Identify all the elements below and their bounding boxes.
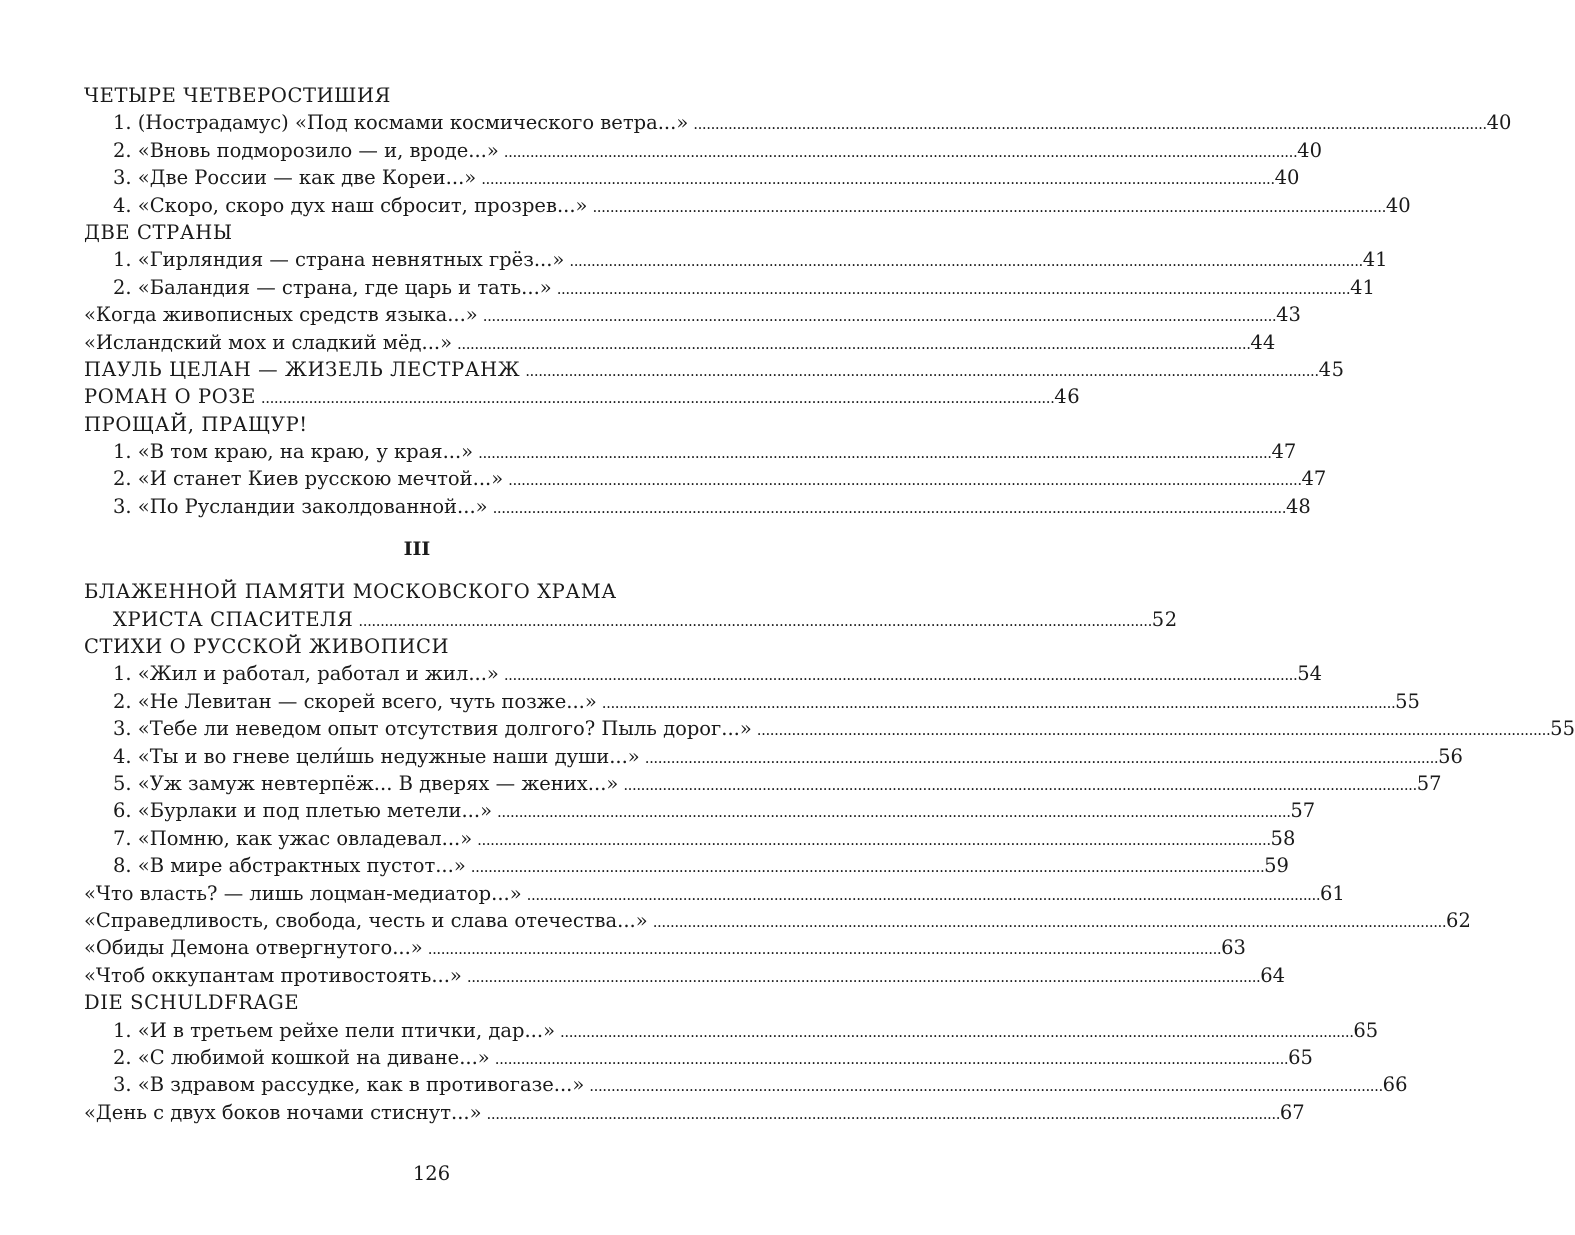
toc-entry-title: 3. «Тебе ли неведом опыт отсутствия долгого? Пыль дорог...»: [113, 717, 752, 741]
toc-entry-page: 52: [1151, 607, 1178, 631]
toc-entry-page: 62: [1446, 908, 1471, 932]
toc-entry-title: «Исландский мох и сладкий мёд...»: [84, 330, 453, 354]
toc-entry[interactable]: [84, 164, 1300, 191]
toc-entry-page: 45: [1318, 357, 1345, 381]
toc-entry-page: 46: [1054, 385, 1081, 409]
dot-leader: [483, 303, 1274, 330]
dot-leader: [504, 662, 1295, 689]
toc-entry-page: 63: [1221, 936, 1246, 960]
toc-entry-page: 65: [1288, 1045, 1313, 1069]
toc-entry-title: 4. «Скоро, скоро дух наш сбросит, прозрев...»: [113, 193, 588, 217]
toc-entry-page: 59: [1264, 854, 1289, 878]
table-of-contents: [84, 82, 1575, 1126]
dot-leader: [653, 909, 1444, 936]
dot-leader: [693, 111, 1484, 138]
dot-leader: [358, 608, 1149, 635]
toc-entry-title: 3. «Две России — как две Кореи...»: [113, 166, 477, 190]
dot-leader: [504, 139, 1295, 166]
toc-entry-page: 43: [1276, 303, 1301, 327]
toc-entry-title: «Обиды Демона отвергнутого...»: [84, 936, 423, 960]
toc-entry-page: 47: [1301, 467, 1327, 491]
section-heading: III: [403, 538, 431, 561]
dot-leader: [493, 495, 1284, 522]
toc-entry-page: 55: [1395, 689, 1420, 713]
toc-entry[interactable]: [84, 192, 1411, 219]
dot-leader: [527, 882, 1318, 909]
toc-entry-title: 2. «Баландия — страна, где царь и тать...»: [113, 275, 552, 299]
toc-heading: СТИХИ О РУССКОЙ ЖИВОПИСИ: [84, 635, 450, 659]
toc-entry-title: 4. «Ты и во гневе цели́шь недужные наши души...»: [113, 744, 640, 768]
toc-entry[interactable]: [84, 1044, 1313, 1071]
toc-entry-page: 40: [1385, 193, 1411, 217]
dot-leader: [261, 385, 1052, 412]
toc-entry[interactable]: [84, 1017, 1379, 1044]
toc-entry-title: «Что власть? — лишь лоцман-медиатор...»: [84, 881, 522, 905]
toc-entry-title: 2. «Не Левитан — скорей всего, чуть позже...»: [113, 689, 597, 713]
dot-leader: [645, 745, 1436, 772]
toc-entry-page: 54: [1297, 662, 1323, 686]
toc-entry-title: 6. «Бурлаки и под плетью метели...»: [113, 799, 493, 823]
toc-entry-page: 41: [1362, 248, 1388, 272]
toc-entry-page: 67: [1279, 1100, 1305, 1124]
dot-leader: [481, 166, 1272, 193]
toc-entry-title: 1. (Нострадамус) «Под космами космического ветра...»: [113, 111, 689, 135]
dot-leader: [569, 248, 1360, 275]
toc-entry-page: 57: [1290, 799, 1316, 823]
toc-entry[interactable]: [84, 797, 1316, 824]
toc-entry[interactable]: [84, 246, 1388, 273]
toc-entry-title: ХРИСТА СПАСИТЕЛЯ: [113, 607, 354, 631]
toc-entry[interactable]: [84, 743, 1463, 770]
toc-entry[interactable]: [84, 109, 1512, 136]
toc-entry-page: 57: [1416, 771, 1442, 795]
dot-leader: [589, 1073, 1380, 1100]
dot-leader: [428, 936, 1219, 963]
toc-entry[interactable]: [84, 1099, 1305, 1126]
dot-leader: [757, 717, 1548, 744]
toc-entry-page: 41: [1350, 275, 1375, 299]
dot-leader: [467, 964, 1258, 991]
toc-entry-title: 1. «И в третьем рейхе пели птички, дар...»: [113, 1018, 556, 1042]
toc-entry[interactable]: [84, 137, 1322, 164]
toc-entry-title: 2. «Вновь подморозило — и, вроде...»: [113, 138, 499, 162]
toc-heading: ПРОЩАЙ, ПРАЩУР!: [84, 412, 308, 436]
toc-entry[interactable]: [84, 962, 1286, 989]
toc-entry-page: 56: [1438, 744, 1463, 768]
dot-leader: [508, 467, 1299, 494]
dot-leader: [525, 358, 1316, 385]
toc-entry-title: ПАУЛЬ ЦЕЛАН — ЖИЗЕЛЬ ЛЕСТРАНЖ: [84, 357, 521, 381]
toc-entry-page: 55: [1550, 717, 1575, 741]
dot-leader: [602, 690, 1393, 717]
toc-entry-page: 64: [1260, 963, 1286, 987]
toc-entry[interactable]: [84, 438, 1297, 465]
toc-heading: ДВЕ СТРАНЫ: [84, 220, 233, 244]
toc-entry-page: 40: [1274, 166, 1300, 190]
toc-entry[interactable]: [84, 880, 1345, 907]
toc-entry-page: 65: [1353, 1018, 1379, 1042]
dot-leader: [592, 194, 1383, 221]
toc-entry-title: 8. «В мире абстрактных пустот...»: [113, 854, 466, 878]
toc-heading: ЧЕТЫРЕ ЧЕТВЕРОСТИШИЯ: [84, 84, 391, 107]
toc-entry-title: 7. «Помню, как ужас овладевал...»: [113, 826, 473, 850]
toc-entry-title: 3. «В здравом рассудке, как в противогазе...»: [113, 1073, 585, 1097]
toc-entry[interactable]: [84, 329, 1276, 356]
toc-heading: БЛАЖЕННОЙ ПАМЯТИ МОСКОВСКОГО ХРАМА: [84, 580, 617, 604]
toc-entry-page: 44: [1250, 330, 1276, 354]
toc-entry-title: «Когда живописных средств языка...»: [84, 303, 478, 327]
dot-leader: [477, 827, 1268, 854]
toc-entry-title: 2. «И станет Киев русскою мечтой...»: [113, 467, 504, 491]
toc-entry-title: 1. «Гирляндия — страна невнятных грёз...»: [113, 248, 565, 272]
toc-entry[interactable]: [84, 934, 1246, 961]
toc-entry-page: 47: [1271, 440, 1297, 464]
dot-leader: [557, 276, 1348, 303]
toc-entry-title: 2. «С любимой кошкой на диване...»: [113, 1045, 490, 1069]
dot-leader: [487, 1101, 1278, 1128]
toc-entry[interactable]: [84, 301, 1301, 328]
toc-entry-title: 3. «По Русландии заколдованной...»: [113, 494, 488, 518]
toc-entry[interactable]: [84, 493, 1311, 520]
toc-entry[interactable]: [84, 907, 1471, 934]
dot-leader: [560, 1019, 1351, 1046]
page-number: 126: [412, 1162, 451, 1185]
toc-entry[interactable]: [84, 688, 1420, 715]
dot-leader: [457, 331, 1248, 358]
toc-entry-title: 1. «Жил и работал, работал и жил...»: [113, 662, 499, 686]
toc-entry-page: 40: [1297, 138, 1322, 162]
dot-leader: [495, 1046, 1286, 1073]
toc-entry-page: 66: [1382, 1073, 1408, 1097]
toc-entry-title: РОМАН О РОЗЕ: [84, 385, 256, 409]
dot-leader: [623, 772, 1414, 799]
toc-entry[interactable]: [84, 383, 1081, 410]
toc-entry-title: «Справедливость, свобода, честь и слава отечества...»: [84, 908, 648, 932]
toc-entry[interactable]: [84, 274, 1375, 301]
dot-leader: [471, 854, 1262, 881]
toc-entry-title: 1. «В том краю, на краю, у края...»: [113, 440, 474, 464]
toc-entry[interactable]: [84, 715, 1575, 742]
toc-entry[interactable]: [84, 606, 1178, 633]
toc-entry-title: «Чтоб оккупантам противостоять...»: [84, 963, 462, 987]
toc-entry[interactable]: [84, 770, 1442, 797]
toc-entry-page: 48: [1285, 494, 1311, 518]
toc-entry[interactable]: [84, 465, 1327, 492]
toc-entry-page: 40: [1486, 111, 1512, 135]
toc-entry[interactable]: [84, 660, 1323, 687]
dot-leader: [478, 440, 1269, 467]
toc-entry-title: 5. «Уж замуж невтерпёж... В дверях — жених...»: [113, 771, 619, 795]
toc-heading: DIE SCHULDFRAGE: [84, 991, 300, 1015]
toc-entry[interactable]: [84, 356, 1345, 383]
toc-entry-page: 61: [1320, 881, 1345, 905]
dot-leader: [497, 799, 1288, 826]
toc-entry-title: «День с двух боков ночами стиснут...»: [84, 1100, 482, 1124]
toc-entry[interactable]: [84, 1071, 1408, 1098]
toc-entry-page: 58: [1270, 826, 1296, 850]
toc-entry[interactable]: [84, 825, 1296, 852]
toc-entry[interactable]: [84, 852, 1289, 879]
